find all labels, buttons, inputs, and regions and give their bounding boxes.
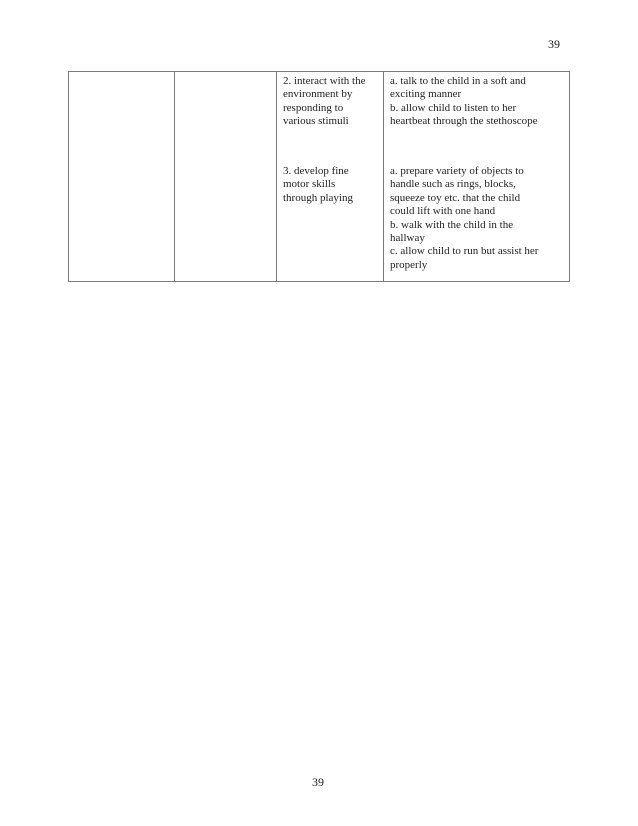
intervention-3-line-5: b. walk with the child in the xyxy=(390,218,514,231)
intervention-2-line-4: heartbeat through the stethoscope xyxy=(390,115,538,128)
objective-2-line-2: environment by xyxy=(283,88,353,101)
objective-2-line-4: various stimuli xyxy=(283,115,349,128)
objective-3-line-3: through playing xyxy=(283,191,353,204)
intervention-3-line-1: a. prepare variety of objects to xyxy=(390,165,524,177)
objective-3 xyxy=(283,165,379,205)
table-cell-empty-2 xyxy=(175,72,277,282)
intervention-3-line-7: c. allow child to run but assist her xyxy=(390,245,539,258)
care-plan-table xyxy=(68,71,570,282)
objective-3-line-1: 3. develop fine xyxy=(283,165,349,177)
objective-2-line-1: 2. interact with the xyxy=(283,75,366,87)
table-cell-empty-1 xyxy=(69,72,175,282)
objective-3-line-2: motor skills xyxy=(283,178,336,191)
objective-2-line-3: responding to xyxy=(283,101,344,114)
cell-empty-text-2 xyxy=(175,72,276,75)
intervention-2-line-3: b. allow child to listen to her xyxy=(390,101,517,114)
page-number-top: 39 xyxy=(548,37,560,51)
table-cell-objectives xyxy=(277,72,384,282)
intervention-3-line-2: handle such as rings, blocks, xyxy=(390,178,516,191)
page-number-bottom: 39 xyxy=(312,775,324,789)
interventions-objective-2 xyxy=(390,75,565,165)
intervention-3-line-4: could lift with one hand xyxy=(390,205,496,218)
intervention-3-line-3: squeeze toy etc. that the child xyxy=(390,191,521,204)
cell-empty-text-1 xyxy=(69,72,174,281)
table-row xyxy=(69,72,570,282)
intervention-3-line-6: hallway xyxy=(390,232,425,245)
objective-2 xyxy=(283,75,379,165)
intervention-2-line-1: a. talk to the child in a soft and xyxy=(390,75,526,87)
intervention-2-line-2: exciting manner xyxy=(390,88,462,101)
intervention-3-line-8: properly xyxy=(390,258,428,271)
table-cell-interventions xyxy=(384,72,570,282)
interventions-objective-3 xyxy=(390,165,565,272)
